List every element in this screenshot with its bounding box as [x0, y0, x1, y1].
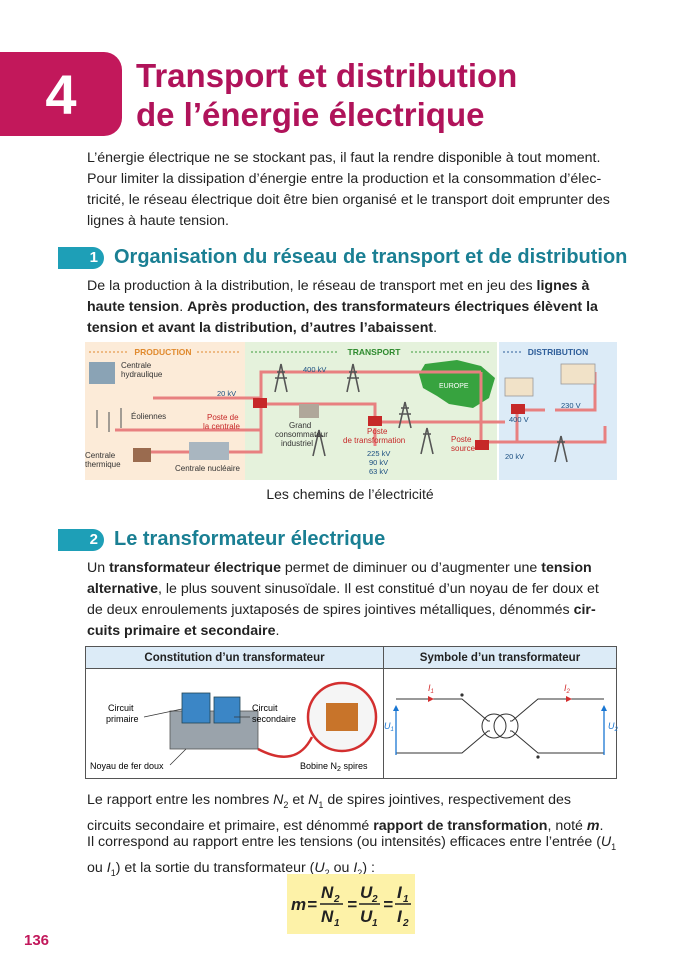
rapport-paragraph	[87, 790, 617, 837]
n1-letter: N	[308, 792, 319, 808]
transformer-poste	[368, 416, 382, 426]
apartment-shape	[505, 378, 533, 396]
diagram-caption: Les chemins de l’électricité	[266, 486, 434, 502]
label-hydro-2: hydraulique	[121, 370, 163, 379]
transformer-distribution	[511, 404, 525, 414]
label-poste-centrale-1: Poste de	[207, 413, 239, 422]
n2-letter: N	[273, 792, 284, 808]
section1-title: Organisation du réseau de transport et de distribution	[114, 246, 628, 268]
label-primaire-2: primaire	[106, 714, 139, 724]
n1-sub: 1	[318, 799, 324, 810]
s2-text-c: permet de diminuer ou d’augmenter une	[280, 560, 542, 576]
i1-letter: I	[428, 683, 431, 693]
u1-sub: 1	[390, 727, 394, 733]
transformer-table	[85, 646, 617, 779]
label-v400a: 400 kV	[303, 365, 327, 374]
formula-i1-sub: 1	[403, 894, 409, 905]
label-v20b: 20 kV	[505, 452, 525, 461]
label-secondaire-2: secondaire	[252, 714, 297, 724]
c-u1-sub: 1	[611, 841, 617, 852]
formula-i1: I	[397, 883, 402, 902]
thermal-plant-shape	[133, 448, 151, 462]
factory-shape	[299, 404, 319, 418]
r-text-m: m	[586, 817, 600, 834]
table-cell-constitution	[86, 669, 384, 779]
label-grand-3: industriel	[281, 439, 314, 448]
formula-box	[287, 874, 415, 934]
formula-m: m	[291, 895, 307, 914]
formula-eq3: =	[383, 895, 393, 914]
r-text-c: de spires jointives, respectivement des circuits secondaire et primaire, est dénommé	[87, 792, 571, 834]
u2-letter: U	[608, 721, 615, 731]
chapter-title	[136, 56, 517, 134]
c-i1-sub: 1	[110, 867, 116, 878]
c-i2: I	[353, 859, 358, 876]
table-header-symbole: Symbole d’un transformateur	[384, 647, 617, 669]
c-u2-sub: 2	[324, 867, 330, 878]
s2-text-g: .	[275, 623, 280, 639]
formula-n2: N	[321, 883, 334, 902]
section1-heading	[58, 246, 627, 269]
table-cell-symbole	[384, 669, 617, 779]
formula-u1: U	[360, 907, 373, 926]
s2-text-d: tension alternative	[87, 560, 592, 597]
r-text-g: .	[599, 817, 604, 834]
formula-n2-sub: 2	[334, 894, 340, 905]
c-u1: U	[600, 834, 612, 850]
u2-sub: 2	[614, 727, 618, 733]
r-text-e: , noté	[547, 817, 587, 834]
symbol-wires	[396, 699, 604, 753]
house-shape	[561, 364, 595, 384]
network-diagram	[85, 342, 617, 480]
zone-production-label: PRODUCTION	[134, 347, 192, 357]
label-v20a: 20 kV	[217, 389, 237, 398]
label-noyau: Noyau de fer doux	[90, 761, 164, 771]
c-i2-sub: 2	[357, 867, 363, 878]
label-secondaire-1: Circuit	[252, 703, 278, 713]
symbol-u1	[384, 721, 394, 733]
page-number: 136	[24, 932, 50, 949]
c-u2: U	[314, 859, 325, 876]
label-bobine	[300, 761, 368, 773]
label-v230: 230 V	[561, 401, 581, 410]
s1-text-a: De la production à la distribution, le réseau de transport met en jeu des	[87, 278, 537, 294]
label-poste-centrale-2: la centrale	[203, 422, 240, 431]
section2-title: Le transformateur électrique	[114, 528, 386, 550]
secondary-dot	[536, 755, 539, 758]
symbol-u2	[608, 721, 619, 733]
formula-u2-sub: 2	[372, 894, 378, 905]
transformer-source	[475, 440, 489, 450]
formula-u2: U	[360, 883, 373, 902]
s1-text-d: Après production, des transformateurs électriques élèvent la tension et avant la distribution, d’autres l’abaissent	[87, 299, 598, 336]
formula-i2-sub: 2	[403, 918, 409, 929]
bobine-sub: 2	[337, 766, 341, 773]
i2-letter: I	[564, 683, 567, 693]
label-poste-transfo-2: de transformation	[343, 436, 406, 445]
formula-u1-sub: 1	[372, 918, 378, 929]
label-eoliennes: Éoliennes	[131, 412, 167, 421]
nuclear-plant-shape	[189, 442, 229, 460]
label-grand-1: Grand	[289, 421, 312, 430]
formula-n1-sub: 1	[334, 918, 340, 929]
s2-text-a: Un	[87, 560, 110, 576]
c-i1: I	[106, 859, 111, 876]
n2-sub: 2	[283, 799, 289, 810]
label-v225: 225 kV	[367, 449, 391, 458]
label-poste-source-1: Poste	[451, 435, 472, 444]
formula-n1: N	[321, 907, 334, 926]
chapter-number: 4	[45, 62, 77, 126]
intro-paragraph: L’énergie électrique ne se stockant pas, il faut la rendre disponible à tout moment. Pour limiter la dissipation d’énergie entre la production et la consommation d’électricité, le réseau électrique doit être bien organisé et le transport doit emprunter des lignes à haute tension.	[87, 150, 610, 229]
hydro-dam-shape	[89, 362, 115, 384]
section1-number: 1	[58, 247, 104, 269]
label-v400b: 400 V	[509, 415, 529, 424]
u1-letter: U	[384, 721, 391, 731]
r-text-d: rapport de transformation	[373, 817, 548, 834]
label-nucleaire: Centrale nucléaire	[175, 464, 240, 473]
i1-sub: 1	[430, 689, 434, 695]
section1-paragraph	[87, 276, 617, 339]
transformer-symbol	[384, 669, 616, 773]
label-grand-2: consommateur	[275, 430, 328, 439]
s2-text-f: circuits primaire et secondaire	[87, 602, 596, 639]
c-text-a: Il correspond au rapport entre les tensions (ou intensités) efficaces entre l’entrée (	[87, 834, 601, 850]
transformer-centrale	[253, 398, 267, 408]
zone-distribution-label: DISTRIBUTION	[527, 347, 589, 357]
table-header-constitution: Constitution d’un transformateur	[86, 647, 384, 669]
primary-dot	[460, 693, 463, 696]
zoom-arrow	[258, 737, 312, 757]
s1-text-e: .	[433, 320, 438, 336]
secondary-coil	[214, 697, 240, 723]
label-primaire-1: Circuit	[108, 703, 134, 713]
chapter-title-line2: de l’énergie électrique	[136, 96, 485, 133]
label-thermique-1: Centrale	[85, 451, 116, 460]
c-text-c: ) et la sortie du transformateur (	[115, 859, 315, 876]
c-text-e: ) :	[362, 859, 375, 876]
section2-number: 2	[58, 529, 104, 551]
transformer-illustration	[86, 669, 382, 773]
zone-transport-label: TRANSPORT	[347, 347, 401, 357]
s2-text-e: , le plus souvent sinusoïdale. Il est constitué d’un noyau de fer doux et de deux enroulements juxtaposés de spires jointives métalliques, dénommés	[87, 581, 599, 618]
i2-sub: 2	[566, 689, 570, 695]
s1-text-b: lignes à haute tension	[87, 278, 590, 315]
label-v63: 63 kV	[369, 467, 389, 476]
bobine-text: Bobine N	[300, 761, 338, 771]
label-thermique-2: thermique	[85, 460, 121, 469]
symbol-i1	[428, 683, 434, 695]
europe-label: EUROPE	[439, 383, 469, 390]
c-text-d: ou	[329, 859, 354, 876]
bobine-end: spires	[340, 761, 368, 771]
section2-paragraph	[87, 558, 617, 642]
symbol-i2	[564, 683, 571, 695]
zoom-coil	[326, 703, 358, 731]
label-poste-source-2: source	[451, 444, 476, 453]
label-v90: 90 kV	[369, 458, 389, 467]
r-text-a: Le rapport entre les nombres	[87, 792, 274, 808]
formula-eq1: =	[307, 895, 317, 914]
c-text-b: ou	[87, 859, 107, 876]
s1-text-c: .	[179, 299, 188, 315]
s2-text-b: transformateur électrique	[109, 560, 281, 576]
label-poste-transfo-1: Poste	[367, 427, 388, 436]
formula-i2: I	[397, 907, 402, 926]
section2-heading	[58, 528, 385, 551]
label-hydro-1: Centrale	[121, 361, 152, 370]
r-text-b: et	[288, 792, 309, 808]
primary-coil	[182, 693, 210, 723]
formula-eq2: =	[347, 895, 357, 914]
chapter-title-line1: Transport et distribution	[136, 57, 518, 94]
